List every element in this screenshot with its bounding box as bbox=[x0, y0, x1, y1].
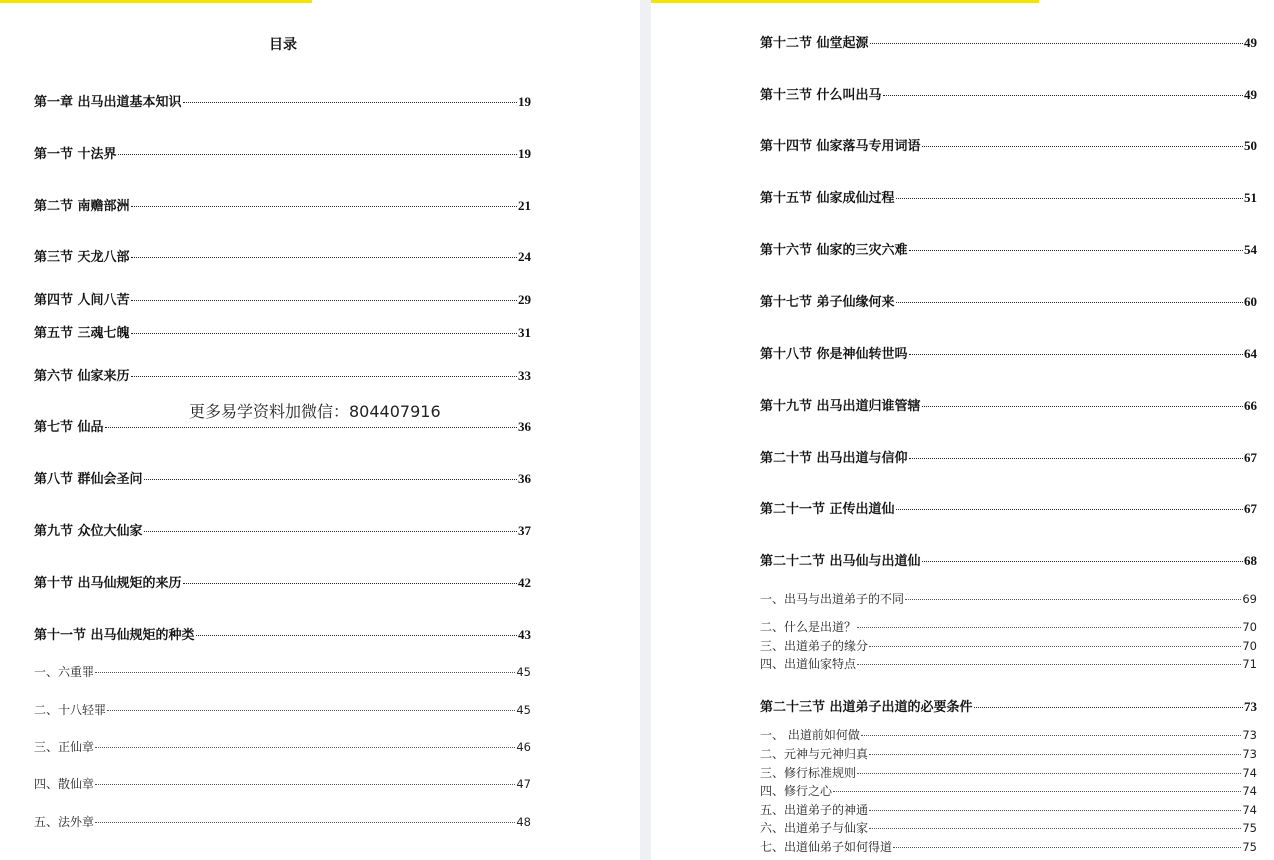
toc-entry[interactable] bbox=[760, 656, 1257, 672]
toc-entry-page: 51 bbox=[1244, 190, 1257, 205]
toc-entry-page: 75 bbox=[1242, 840, 1257, 854]
leader-dots bbox=[974, 707, 1243, 708]
toc-entry[interactable] bbox=[760, 87, 1257, 104]
toc-entry-page: 60 bbox=[1244, 294, 1257, 309]
toc-entry-label: 第七节 仙品 bbox=[34, 420, 104, 435]
toc-entry-page: 73 bbox=[1242, 728, 1257, 742]
toc-entry-label: 四、出道仙家特点 bbox=[760, 657, 857, 671]
text-highlight-bar bbox=[651, 0, 1039, 3]
toc-entry-page: 42 bbox=[518, 575, 531, 590]
toc-entry[interactable] bbox=[760, 591, 1257, 607]
toc-entry[interactable] bbox=[760, 699, 1257, 716]
toc-entry-page: 36 bbox=[518, 471, 531, 486]
toc-entry-page: 33 bbox=[518, 368, 531, 383]
leader-dots bbox=[896, 509, 1243, 510]
toc-entry-label: 第十七节 弟子仙缘何来 bbox=[760, 295, 895, 310]
toc-entry-page: 45 bbox=[516, 665, 531, 679]
toc-entry-label: 三、修行标准规则 bbox=[760, 766, 857, 780]
toc-entry-label: 二、元神与元神归真 bbox=[760, 747, 869, 761]
leader-dots bbox=[183, 102, 517, 103]
toc-entry-label: 第二十节 出马出道与信仰 bbox=[760, 451, 908, 466]
toc-entry[interactable] bbox=[760, 553, 1257, 570]
right-page bbox=[651, 0, 1274, 860]
leader-dots bbox=[144, 479, 517, 480]
toc-entry-label: 第一节 十法界 bbox=[34, 147, 117, 162]
toc-entry-page: 71 bbox=[1242, 657, 1257, 671]
toc-entry-label: 三、出道弟子的缘分 bbox=[760, 639, 869, 653]
toc-entry-page: 24 bbox=[518, 249, 531, 264]
toc-entry-label: 一、出马与出道弟子的不同 bbox=[760, 592, 905, 606]
toc-entry[interactable] bbox=[760, 138, 1257, 155]
leader-dots bbox=[869, 754, 1241, 755]
leader-dots bbox=[857, 773, 1241, 774]
toc-entry[interactable] bbox=[34, 664, 531, 680]
leader-dots bbox=[105, 427, 517, 428]
toc-entry-label: 六、出道弟子与仙家 bbox=[760, 821, 869, 835]
toc-entry-page: 74 bbox=[1242, 803, 1257, 817]
leader-dots bbox=[857, 627, 1241, 628]
leader-dots bbox=[896, 198, 1243, 199]
toc-entry[interactable] bbox=[34, 575, 531, 592]
toc-entry-label: 第十三节 什么叫出马 bbox=[760, 88, 882, 103]
toc-entry-label: 第五节 三魂七魄 bbox=[34, 326, 130, 341]
toc-entry-page: 37 bbox=[518, 523, 531, 538]
toc-entry-label: 第十八节 你是神仙转世吗 bbox=[760, 347, 908, 362]
leader-dots bbox=[869, 646, 1241, 647]
toc-entry-label: 第十六节 仙家的三灾六难 bbox=[760, 243, 908, 258]
toc-entry-page: 19 bbox=[518, 94, 531, 109]
leader-dots bbox=[118, 154, 517, 155]
toc-entry[interactable] bbox=[34, 146, 531, 163]
toc-entry-page: 46 bbox=[516, 740, 531, 754]
toc-entry-label: 二、什么是出道？ bbox=[760, 620, 857, 634]
toc-entry-label: 第二节 南赡部洲 bbox=[34, 199, 130, 214]
toc-entry-label: 三、正仙章 bbox=[34, 740, 95, 754]
toc-entry[interactable] bbox=[34, 814, 531, 830]
toc-entry-label: 二、十八轻罪 bbox=[34, 703, 107, 717]
toc-entry[interactable] bbox=[760, 783, 1257, 799]
leader-dots bbox=[131, 257, 517, 258]
toc-entry[interactable] bbox=[760, 765, 1257, 781]
toc-entry-label: 第九节 众位大仙家 bbox=[34, 524, 143, 539]
leader-dots bbox=[869, 828, 1241, 829]
toc-entry[interactable] bbox=[34, 94, 531, 111]
toc-entry[interactable] bbox=[34, 776, 531, 792]
toc-entry-page: 73 bbox=[1244, 699, 1257, 714]
toc-entry[interactable] bbox=[760, 35, 1257, 52]
toc-entry-page: 73 bbox=[1242, 747, 1257, 761]
leader-dots bbox=[909, 354, 1243, 355]
toc-title: 目录 bbox=[269, 37, 297, 53]
toc-entry-label: 第四节 人间八苦 bbox=[34, 293, 130, 308]
toc-entry[interactable] bbox=[760, 346, 1257, 363]
leader-dots bbox=[922, 406, 1243, 407]
toc-entry-label: 第八节 群仙会圣问 bbox=[34, 472, 143, 487]
leader-dots bbox=[869, 810, 1241, 811]
text-highlight-bar bbox=[0, 0, 312, 3]
toc-entry[interactable] bbox=[34, 739, 531, 755]
leader-dots bbox=[95, 822, 515, 823]
toc-entry-label: 七、出道仙弟子如何得道 bbox=[760, 840, 893, 854]
toc-entry[interactable] bbox=[760, 398, 1257, 415]
toc-entry-page: 47 bbox=[516, 777, 531, 791]
leader-dots bbox=[870, 43, 1243, 44]
toc-entry[interactable] bbox=[760, 294, 1257, 311]
leader-dots bbox=[857, 664, 1241, 665]
toc-entry-label: 第二十二节 出马仙与出道仙 bbox=[760, 554, 921, 569]
toc-entry-page: 67 bbox=[1244, 450, 1257, 465]
toc-entry[interactable] bbox=[34, 627, 531, 644]
toc-entry[interactable] bbox=[34, 249, 531, 266]
toc-entry[interactable] bbox=[34, 702, 531, 718]
leader-dots bbox=[196, 635, 517, 636]
toc-entry-label: 第十九节 出马出道归谁管辖 bbox=[760, 399, 921, 414]
leader-dots bbox=[95, 747, 515, 748]
toc-entry-page: 70 bbox=[1242, 639, 1257, 653]
toc-entry-label: 第二十三节 出道弟子出道的必要条件 bbox=[760, 700, 973, 715]
leader-dots bbox=[922, 146, 1243, 147]
leader-dots bbox=[861, 735, 1242, 736]
toc-entry[interactable] bbox=[34, 198, 531, 215]
toc-entry-page: 29 bbox=[518, 292, 531, 307]
toc-entry-label: 一、 出道前如何做 bbox=[760, 728, 860, 742]
toc-entry[interactable] bbox=[34, 325, 531, 342]
toc-entry[interactable] bbox=[760, 746, 1257, 762]
toc-entry[interactable] bbox=[760, 619, 1257, 635]
toc-entry-page: 19 bbox=[518, 146, 531, 161]
toc-entry[interactable] bbox=[760, 820, 1257, 836]
leader-dots bbox=[883, 95, 1243, 96]
toc-entry-label: 第十节 出马仙规矩的来历 bbox=[34, 576, 182, 591]
toc-entry-label: 第一章 出马出道基本知识 bbox=[34, 95, 182, 110]
leader-dots bbox=[107, 710, 515, 711]
toc-entry-label: 第十四节 仙家落马专用词语 bbox=[760, 139, 921, 154]
leader-dots bbox=[131, 333, 517, 334]
leader-dots bbox=[922, 561, 1243, 562]
leader-dots bbox=[144, 531, 517, 532]
toc-entry[interactable] bbox=[760, 450, 1257, 467]
toc-entry-page: 31 bbox=[518, 325, 531, 340]
leader-dots bbox=[896, 302, 1243, 303]
leader-dots bbox=[131, 376, 517, 377]
toc-entry-page: 68 bbox=[1244, 553, 1257, 568]
toc-entry[interactable] bbox=[34, 471, 531, 488]
toc-entry-label: 四、修行之心 bbox=[760, 784, 833, 798]
toc-entry-label: 第三节 天龙八部 bbox=[34, 250, 130, 265]
toc-entry-page: 45 bbox=[516, 703, 531, 717]
toc-entry-label: 第十五节 仙家成仙过程 bbox=[760, 191, 895, 206]
leader-dots bbox=[909, 458, 1243, 459]
toc-entry[interactable] bbox=[760, 190, 1257, 207]
toc-entry-page: 50 bbox=[1244, 138, 1257, 153]
toc-entry[interactable] bbox=[760, 242, 1257, 259]
toc-entry-page: 70 bbox=[1242, 620, 1257, 634]
toc-entry[interactable] bbox=[34, 523, 531, 540]
toc-entry[interactable] bbox=[760, 501, 1257, 518]
toc-entry-label: 五、法外章 bbox=[34, 815, 95, 829]
toc-entry-page: 69 bbox=[1242, 592, 1257, 606]
toc-entry-page: 54 bbox=[1244, 242, 1257, 257]
toc-entry-label: 一、六重罪 bbox=[34, 665, 95, 679]
toc-entry[interactable] bbox=[760, 802, 1257, 818]
toc-entry-page: 74 bbox=[1242, 784, 1257, 798]
toc-entry-label: 第十一节 出马仙规矩的种类 bbox=[34, 628, 195, 643]
toc-entry-page: 64 bbox=[1244, 346, 1257, 361]
leader-dots bbox=[183, 583, 517, 584]
toc-entry-label: 第六节 仙家来历 bbox=[34, 369, 130, 384]
toc-entry-page: 67 bbox=[1244, 501, 1257, 516]
toc-entry-page: 49 bbox=[1244, 87, 1257, 102]
watermark-text: 更多易学资料加微信：804407916 bbox=[187, 399, 443, 422]
toc-entry-page: 21 bbox=[518, 198, 531, 213]
leader-dots bbox=[833, 791, 1241, 792]
leader-dots bbox=[95, 672, 515, 673]
toc-entry[interactable] bbox=[760, 839, 1257, 855]
toc-entry[interactable] bbox=[34, 292, 531, 309]
leader-dots bbox=[905, 599, 1241, 600]
toc-entry[interactable] bbox=[760, 638, 1257, 654]
leader-dots bbox=[95, 784, 515, 785]
toc-entry-page: 74 bbox=[1242, 766, 1257, 780]
toc-entry-page: 66 bbox=[1244, 398, 1257, 413]
toc-entry-label: 第十二节 仙堂起源 bbox=[760, 36, 869, 51]
toc-entry-page: 48 bbox=[516, 815, 531, 829]
leader-dots bbox=[893, 847, 1241, 848]
toc-entry[interactable] bbox=[34, 368, 531, 385]
toc-entry-label: 四、散仙章 bbox=[34, 777, 95, 791]
toc-entry-page: 36 bbox=[518, 419, 531, 434]
toc-entry-label: 五、出道弟子的神通 bbox=[760, 803, 869, 817]
toc-entry-page: 75 bbox=[1242, 821, 1257, 835]
leader-dots bbox=[909, 250, 1243, 251]
toc-entry-label: 第二十一节 正传出道仙 bbox=[760, 502, 895, 517]
toc-entry-page: 43 bbox=[518, 627, 531, 642]
leader-dots bbox=[131, 206, 517, 207]
toc-entry-page: 49 bbox=[1244, 35, 1257, 50]
toc-entry[interactable] bbox=[760, 727, 1257, 743]
leader-dots bbox=[131, 300, 517, 301]
